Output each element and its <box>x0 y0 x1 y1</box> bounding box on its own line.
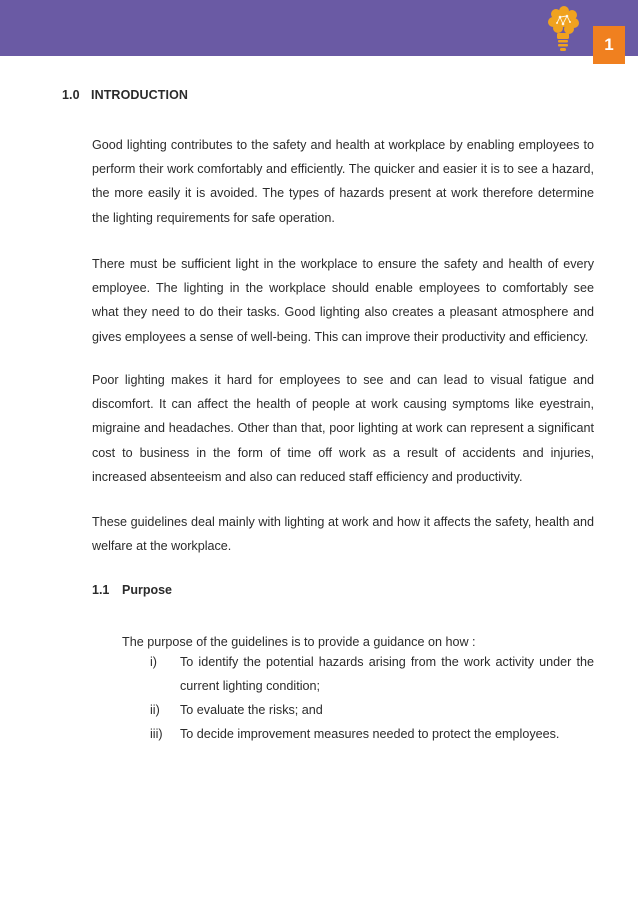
paragraph: Good lighting contributes to the safety and health at workplace by enabling employees to perform their work comfortably and efficiently. The quicker and easier it is to see a hazard, the more easily it is avoided. The types of hazards present at work therefore determine the lighting requirements for safe operation. <box>92 138 594 225</box>
list-marker: i) <box>150 655 157 669</box>
section-heading-introduction <box>62 88 188 102</box>
subsection-heading-purpose <box>92 583 172 597</box>
list-item-text: To identify the potential hazards arising from the work activity under the current lighting condition; <box>180 655 594 693</box>
list-item-text: To evaluate the risks; and <box>180 703 323 717</box>
list-marker: iii) <box>150 727 163 741</box>
subsection-title: Purpose <box>122 583 173 597</box>
section-number: 1.0 <box>62 88 80 102</box>
paragraph: There must be sufficient light in the workplace to ensure the safety and health of every employee. The lighting in the workplace should enable employees to comfortably see what they need to do their tasks. Good lighting also creates a pleasant atmosphere and gives employees a sense of well-being. This can improve their productivity and efficiency. <box>92 257 594 344</box>
subsection-number: 1.1 <box>92 583 110 597</box>
purpose-intro: The purpose of the guidelines is to provide a guidance on how : <box>122 635 476 649</box>
list-item <box>122 650 594 698</box>
page-number-badge <box>593 26 625 64</box>
list-item <box>122 698 594 722</box>
list-item-text: To decide improvement measures needed to protect the employees. <box>180 727 560 741</box>
header-band <box>0 0 638 56</box>
lightbulb-brain-icon <box>546 6 580 52</box>
paragraph: These guidelines deal mainly with lighting at work and how it affects the safety, health and welfare at the workplace. <box>92 515 594 554</box>
list-item <box>122 722 594 746</box>
paragraph: Poor lighting makes it hard for employees to see and can lead to visual fatigue and discomfort. It can affect the health of people at work causing symptoms like eyestrain, migraine and headaches. Other than that, poor lighting at work can represent a significant cost to business in the form of time off work as a result of accidents and injuries, increased absenteeism and also can reduced staff efficiency and productivity. <box>92 373 594 484</box>
purpose-list <box>122 650 594 746</box>
section-title: INTRODUCTION <box>91 88 189 102</box>
list-marker: ii) <box>150 703 160 717</box>
page-number: 1 <box>604 35 614 54</box>
